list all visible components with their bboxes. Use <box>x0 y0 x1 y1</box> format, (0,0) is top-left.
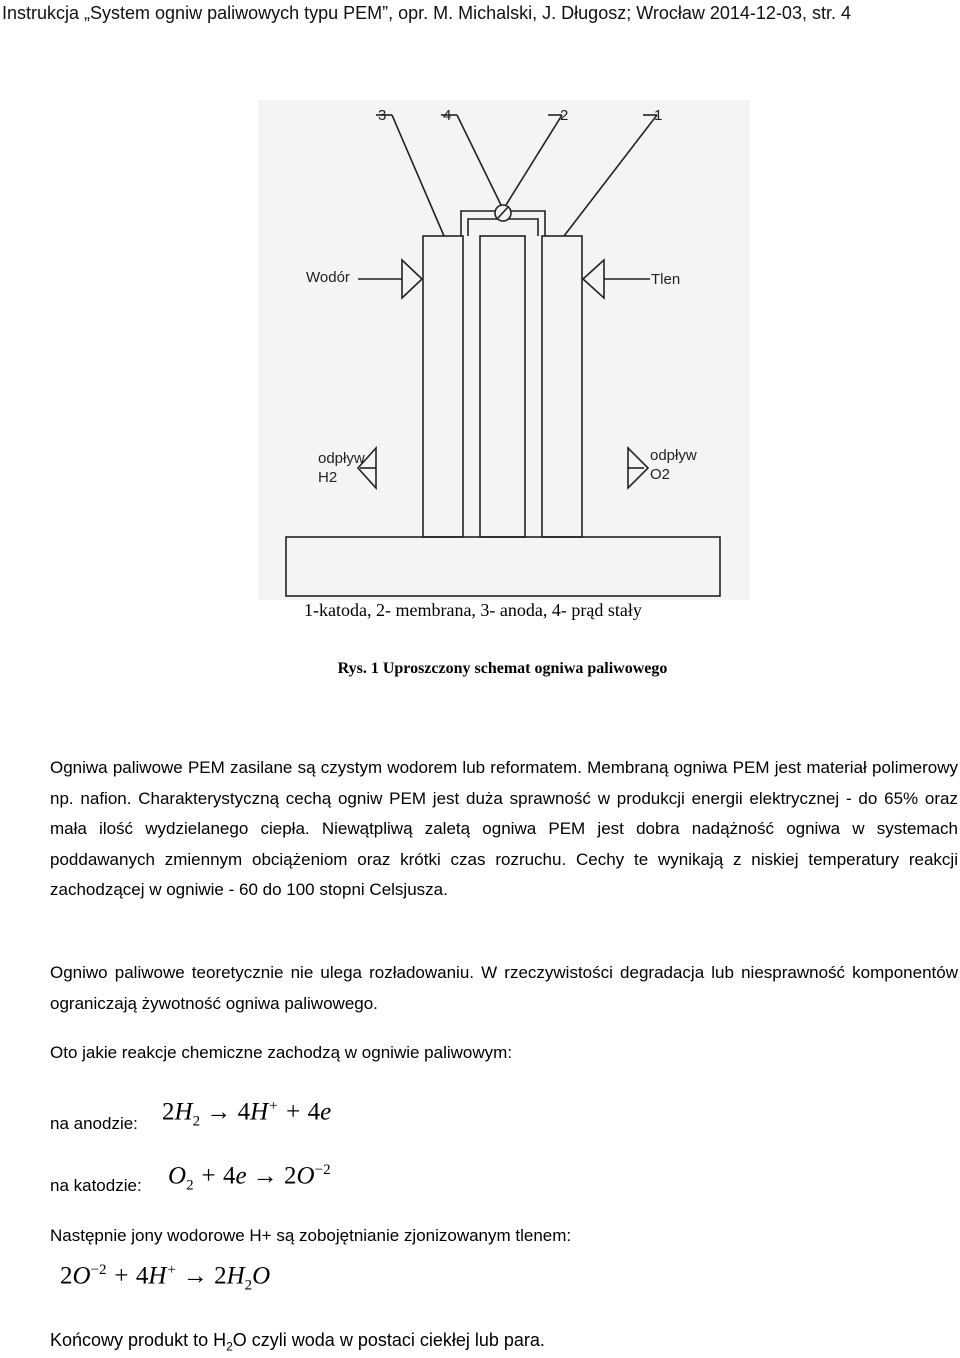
label-oxygen: Tlen <box>651 271 681 288</box>
final-prefix: Końcowy produkt to H <box>50 1330 227 1350</box>
anode-equation: $2H_2 \to 4H^+ + 4e$ <box>162 1098 332 1130</box>
fuel-cell-diagram <box>258 100 750 600</box>
anode-label: na anodzie: <box>50 1114 138 1133</box>
paragraph-1: Ogniwa paliwowe PEM zasilane są czystym wodorem lub reformatem. Membraną ogniwa PEM jest materiał polimerowy np. nafion. Charakterystyczną cechą ogniw PEM jest duża sprawność w produkcji energii elektrycznej - do 65% oraz mała ilość wydzielanego ciepła. Niewątpliwą zaletą ogniwa PEM jest dobra nadążność ogniwa w systemach poddawanych zmiennym obciążeniom oraz krótki czas rozruchu. Cechy te wynikają z niskiej temperatury reakcji zachodzącej w ogniwie - 60 do 100 stopni Celsjusza. <box>50 758 958 899</box>
label-hydrogen: Wodór <box>306 269 350 286</box>
neutralization-equation: $2O^{-2} + 4H^+ \to 2H_2O$ <box>60 1262 271 1294</box>
paragraph-2: Ogniwo paliwowe teoretycznie nie ulega rozładowaniu. W rzeczywistości degradacja lub niesprawność komponentów ograniczają żywotność ogniwa paliwowego. <box>50 963 958 1013</box>
final-subscript: 2 <box>226 1339 233 1354</box>
label-4: 4 <box>443 107 452 124</box>
label-h2-outflow-1: odpływ <box>318 450 365 467</box>
cathode-label: na katodzie: <box>50 1176 142 1195</box>
page-header: Instrukcja „System ogniw paliwowych typu PEM”, opr. M. Michalski, J. Długosz; Wrocław 2014-12-03, str. 4 <box>2 3 851 23</box>
label-o2-outflow-2: O2 <box>650 466 671 483</box>
label-o2-outflow-1: odpływ <box>650 447 697 464</box>
cathode-equation: $O_2 + 4e \to 2O^{-2}$ <box>168 1162 331 1194</box>
label-3: 3 <box>378 107 387 124</box>
figure-legend: 1-katoda, 2- membrana, 3- anoda, 4- prąd stały <box>304 600 642 620</box>
label-2: 2 <box>560 107 569 124</box>
label-h2-outflow-2: H2 <box>318 469 338 486</box>
final-suffix: O czyli woda w postaci ciekłej lub para. <box>232 1330 545 1350</box>
cell-base <box>286 537 720 596</box>
figure-caption: Rys. 1 Uproszczony schemat ogniwa paliwowego <box>337 660 668 677</box>
label-1: 1 <box>654 107 663 124</box>
final-product-text <box>50 1330 545 1354</box>
reactions-intro: Oto jakie reakcje chemiczne zachodzą w ogniwie paliwowym: <box>50 1043 513 1062</box>
neutralization-text: Następnie jony wodorowe H+ są zobojętnianie zjonizowanym tlenem: <box>50 1226 572 1245</box>
